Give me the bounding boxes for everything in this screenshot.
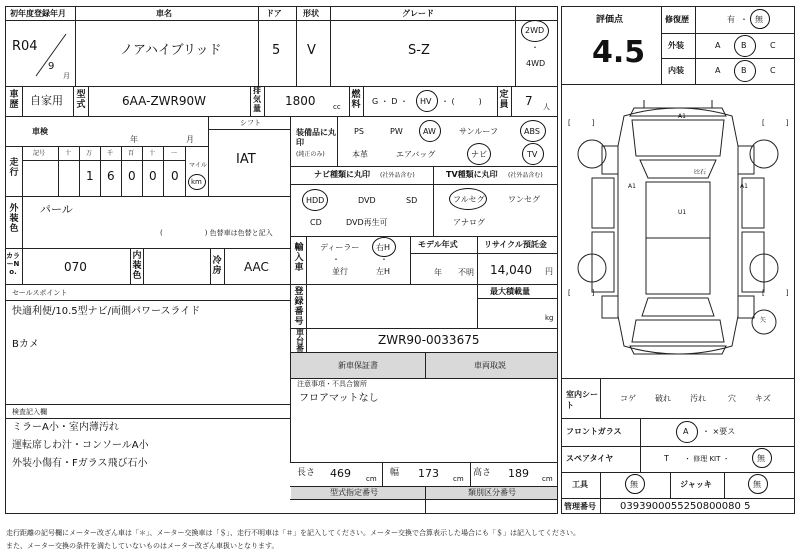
equip-navi: ナビ [471, 150, 487, 159]
navi-hdd: HDD [306, 196, 325, 205]
doors-value: 5 [272, 43, 281, 58]
inspector-label: 検査記入欄 [12, 408, 47, 416]
spare-none: 無 [757, 454, 765, 463]
diagram-mark-right: A1 [740, 183, 748, 190]
digit-header-3: 千 [107, 150, 114, 157]
navi-title: ナビ種類に丸印 [314, 170, 370, 179]
import-label: 輸入車 [294, 243, 304, 273]
first-reg-month: 9 [48, 61, 55, 72]
caution-label: 注意事項・不具合箇所 [297, 380, 367, 388]
recycle-value: 14,040 [490, 263, 532, 277]
ac-label: 冷房 [212, 256, 222, 276]
equip-tv: TV [527, 150, 538, 159]
capacity-unit: 人 [543, 103, 550, 111]
exterior-grade-a: A [715, 41, 721, 50]
seat-label: 室内シート [566, 390, 598, 410]
drive-4wd: 4WD [526, 59, 546, 68]
color-no-label: カラーNo. [6, 252, 20, 276]
mileage-label: 走行 [9, 158, 19, 178]
jack-label: ジャッキ [680, 480, 712, 489]
model-label: 型式 [76, 90, 86, 110]
equipment-title: 装備品に丸印 [296, 128, 336, 147]
digit-header-1: 十 [65, 150, 72, 157]
navi-cd: CD [310, 218, 322, 227]
navi-sd: SD [406, 196, 418, 205]
navi-dvd: DVD [358, 196, 376, 205]
import-dot-1: ・ [332, 255, 340, 264]
mileage-digit-4: 0 [149, 169, 157, 183]
equip-leather: 本革 [352, 150, 368, 159]
recycle-yen: 円 [545, 267, 553, 276]
digit-header-5: 十 [149, 150, 156, 157]
model-year-unit: 年 [434, 268, 442, 277]
glass-note: ・ ×要ス [702, 427, 736, 436]
seat-option-1: 破れ [655, 394, 671, 403]
diagram-bracket-4: [ ] [762, 289, 789, 297]
footer-line2: また、メーター交換の条件を満たしていないものはメーター改ざん車扱いとなります。 [6, 542, 279, 550]
warranty-label: 新車保証書 [338, 361, 378, 370]
repair-dot: ・ [740, 15, 748, 24]
chassis-label: 車台番 [296, 328, 304, 353]
mileage-digit-5: 0 [171, 169, 179, 183]
capacity-label: 定員 [499, 90, 509, 110]
door-label: ドア [266, 9, 282, 18]
reg-label: 登録番号 [294, 287, 304, 327]
tv-fullseg: フルセグ [453, 195, 485, 204]
exterior-color-value: パール [40, 203, 73, 216]
inspector-line3: 外装小傷有・Fガラス飛び石小 [12, 458, 148, 469]
shaken-month-unit: 月 [186, 135, 194, 144]
interior-grade-b: B [741, 66, 747, 75]
mgmt-value: 0393900055250800080 5 [620, 501, 751, 512]
equip-sunroof: サンルーフ [459, 127, 498, 136]
displacement-value: 1800 [285, 94, 316, 108]
manual-label: 車両取説 [474, 361, 506, 370]
digit-header-4: 百 [128, 150, 135, 157]
category-label: 類別区分番号 [468, 488, 516, 497]
import-left: 左H [376, 267, 391, 276]
drive-2wd: 2WD [525, 26, 545, 35]
exterior-grade-c: C [770, 41, 776, 50]
spare-kit: ・ 修理 KIT ・ [684, 455, 730, 463]
width-value: 173 [418, 467, 439, 480]
grade-label: グレード [402, 9, 434, 18]
length-label: 長さ [297, 468, 316, 478]
inspector-line1: ミラーA小・室内薄汚れ [12, 422, 119, 433]
chassis-value: ZWR90-0033675 [378, 333, 480, 347]
height-unit: cm [542, 475, 553, 483]
seat-option-4: キズ [755, 394, 771, 403]
car-name-value: ノアハイブリッド [120, 43, 222, 58]
seat-option-2: 汚れ [690, 394, 706, 403]
import-parallel: 並行 [332, 267, 348, 276]
mileage-digit-3: 0 [128, 169, 136, 183]
equip-abs: ABS [524, 127, 540, 136]
inspector-line2: 運転席しわ汁・コンソールA小 [12, 440, 149, 451]
use-value: 自家用 [30, 94, 63, 107]
tv-analog: アナログ [453, 218, 485, 227]
glass-label: フロントガラス [566, 427, 622, 436]
length-unit: cm [366, 475, 377, 483]
fuel-label: 燃料 [351, 90, 361, 110]
sales-label: セールスポイント [12, 289, 68, 297]
fuel-paren: ・ ( ) [441, 97, 482, 106]
spare-label: スペアタイヤ [566, 454, 614, 463]
import-dot-2: ・ [380, 255, 388, 264]
height-value: 189 [508, 467, 529, 480]
sales-line1: 快適利便/10.5型ナビ/両側パワースライド [12, 306, 201, 317]
digit-header-2: 万 [86, 150, 93, 157]
length-value: 469 [330, 467, 351, 480]
diagram-bracket-2: [ ] [762, 119, 789, 127]
sales-line2: Bカメ [12, 339, 39, 350]
import-dealer: ディーラー [320, 243, 360, 252]
diagram-bracket-1: [ ] [568, 119, 595, 127]
navi-dvd-play: DVD再生可 [346, 218, 388, 227]
repair-no: 無 [755, 15, 763, 24]
height-label: 高さ [473, 468, 492, 478]
score-label: 評価点 [596, 15, 624, 25]
diagram-mark-windshield: ﾋﾋ石 [694, 169, 707, 176]
tools-value: 無 [630, 480, 638, 489]
digit-header-0: 記号 [33, 150, 46, 157]
equip-aw: AW [423, 127, 436, 136]
interior-grade-a: A [715, 66, 721, 75]
main-sheet [5, 6, 558, 514]
navi-title-note: (社外品含む) [380, 172, 415, 179]
repair-label: 修復歴 [665, 15, 689, 24]
fuel-options: G ・ D ・ [372, 97, 408, 106]
shape-label: 形状 [303, 9, 319, 18]
reg-month-unit: 月 [63, 72, 70, 80]
max-load-unit: kg [545, 314, 554, 322]
ac-value: AAC [244, 260, 269, 274]
color-no-value: 070 [64, 260, 87, 274]
km-label: km [191, 178, 202, 186]
import-right: 右H [376, 243, 391, 252]
shift-value: IAT [236, 152, 256, 167]
mileage-digit-1: 1 [86, 169, 94, 183]
equip-airbag: エアバッグ [396, 150, 436, 159]
glass-value: A [683, 427, 689, 436]
interior-label: 内装 [668, 66, 684, 75]
capacity-value: 7 [525, 94, 533, 108]
tools-label: 工具 [572, 480, 588, 489]
mileage-digit-2: 6 [107, 169, 115, 183]
tv-oneseg: ワンセグ [508, 195, 540, 204]
width-unit: cm [453, 475, 464, 483]
diagram-mark-left: A1 [628, 183, 636, 190]
footer-line1: 走行距離の記号欄にメーター改ざん車は「＊」、メーター交換車は「＄」、走行不明車は「＃」を記入してください。メーター交換で合算表示した場合にも「＄」は記入してください。 [6, 529, 580, 537]
model-year-unknown: 不明 [458, 268, 474, 277]
repair-yes: 有 [727, 15, 735, 24]
model-value: 6AA-ZWR90W [122, 94, 207, 108]
spare-t: T [664, 454, 669, 463]
interior-color-label: 内装色 [132, 251, 142, 281]
seat-option-0: コゲ [620, 394, 636, 403]
mgmt-label: 管理番号 [564, 502, 596, 511]
repaint-note: ( ) 色替車は色替と記入 [160, 229, 273, 237]
digit-header-6: 一 [171, 150, 178, 157]
first-reg-era: R04 [12, 39, 38, 54]
equip-ps: PS [354, 127, 364, 136]
shape-value: V [307, 43, 316, 58]
width-label: 幅 [390, 468, 400, 478]
tv-title: TV種類に丸印 [446, 170, 498, 179]
interior-grade-c: C [770, 66, 776, 75]
car-name-label: 車名 [156, 9, 172, 18]
exterior-color-label: 外装色 [9, 204, 19, 234]
shift-label: シフト [240, 119, 261, 127]
type-designation-label: 型式指定番号 [330, 488, 378, 497]
use-label: 車歴 [9, 90, 19, 110]
first-reg-label: 初年度登録年月 [10, 9, 66, 18]
max-load-label: 最大積載量 [490, 287, 530, 296]
shaken-year-unit: 年 [130, 135, 138, 144]
shaken-label: 車検 [32, 127, 48, 136]
fuel-selected: HV [420, 97, 432, 106]
seat-option-3: 穴 [728, 394, 736, 403]
equip-pw: PW [390, 127, 403, 136]
recycle-label: リサイクル預託金 [484, 240, 547, 249]
displacement-label: 排気量 [253, 86, 261, 113]
exterior-grade-b: B [741, 41, 747, 50]
diagram-mark-roof: U1 [678, 209, 687, 216]
tv-title-note: (社外品含む) [508, 172, 543, 179]
mile-label: マイル [189, 162, 207, 169]
grade-value: S-Z [408, 43, 430, 58]
diagram-bracket-3: [ ] [568, 289, 595, 297]
drive-dot: ・ [531, 43, 539, 52]
diagram-mark-front: A1 [678, 113, 686, 120]
jack-value: 無 [753, 480, 761, 489]
model-year-label: モデル年式 [418, 240, 458, 249]
diagram-mark-arrow: 矢 [760, 317, 767, 324]
cc-unit: cc [333, 103, 341, 111]
car-diagram [562, 86, 794, 376]
exterior-label: 外装 [668, 41, 684, 50]
caution-value: フロアマットなし [299, 393, 379, 404]
equipment-subtitle: (純正のみ) [296, 151, 325, 158]
score-value: 4.5 [592, 35, 646, 70]
